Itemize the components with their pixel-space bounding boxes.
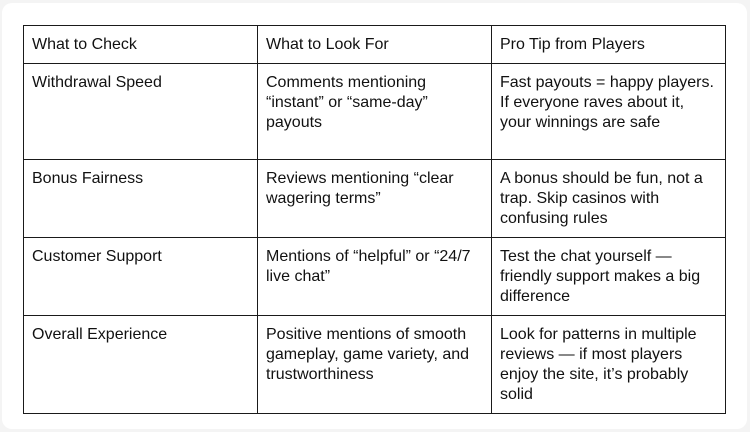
column-header-what-to-check: What to Check (24, 26, 258, 64)
table-cell-check: Withdrawal Speed (24, 64, 258, 160)
table-row (24, 238, 726, 316)
table-cell-look-for: Comments mentioning “instant” or “same-day” payouts (258, 64, 492, 160)
table-cell-check: Customer Support (24, 238, 258, 316)
table-header (24, 26, 726, 64)
content-card (2, 3, 747, 429)
table-row (24, 316, 726, 414)
column-header-what-to-look-for: What to Look For (258, 26, 492, 64)
comparison-table (23, 25, 726, 414)
column-header-pro-tip: Pro Tip from Players (492, 26, 726, 64)
table-cell-check: Bonus Fairness (24, 160, 258, 238)
table-cell-look-for: Mentions of “helpful” or “24/7 live chat” (258, 238, 492, 316)
table-cell-check: Overall Experience (24, 316, 258, 414)
table-cell-tip: Test the chat yourself — friendly support makes a big difference (492, 238, 726, 316)
header-row (24, 26, 726, 64)
table-row (24, 64, 726, 160)
table-body (24, 64, 726, 414)
table-row (24, 160, 726, 238)
table-cell-tip: Fast payouts = happy players. If everyone raves about it, your winnings are safe (492, 64, 726, 160)
table-cell-tip: A bonus should be fun, not a trap. Skip casinos with confusing rules (492, 160, 726, 238)
table-cell-tip: Look for patterns in multiple reviews — if most players enjoy the site, it’s probably solid (492, 316, 726, 414)
table-cell-look-for: Positive mentions of smooth gameplay, game variety, and trustworthiness (258, 316, 492, 414)
table-cell-look-for: Reviews mentioning “clear wagering terms” (258, 160, 492, 238)
